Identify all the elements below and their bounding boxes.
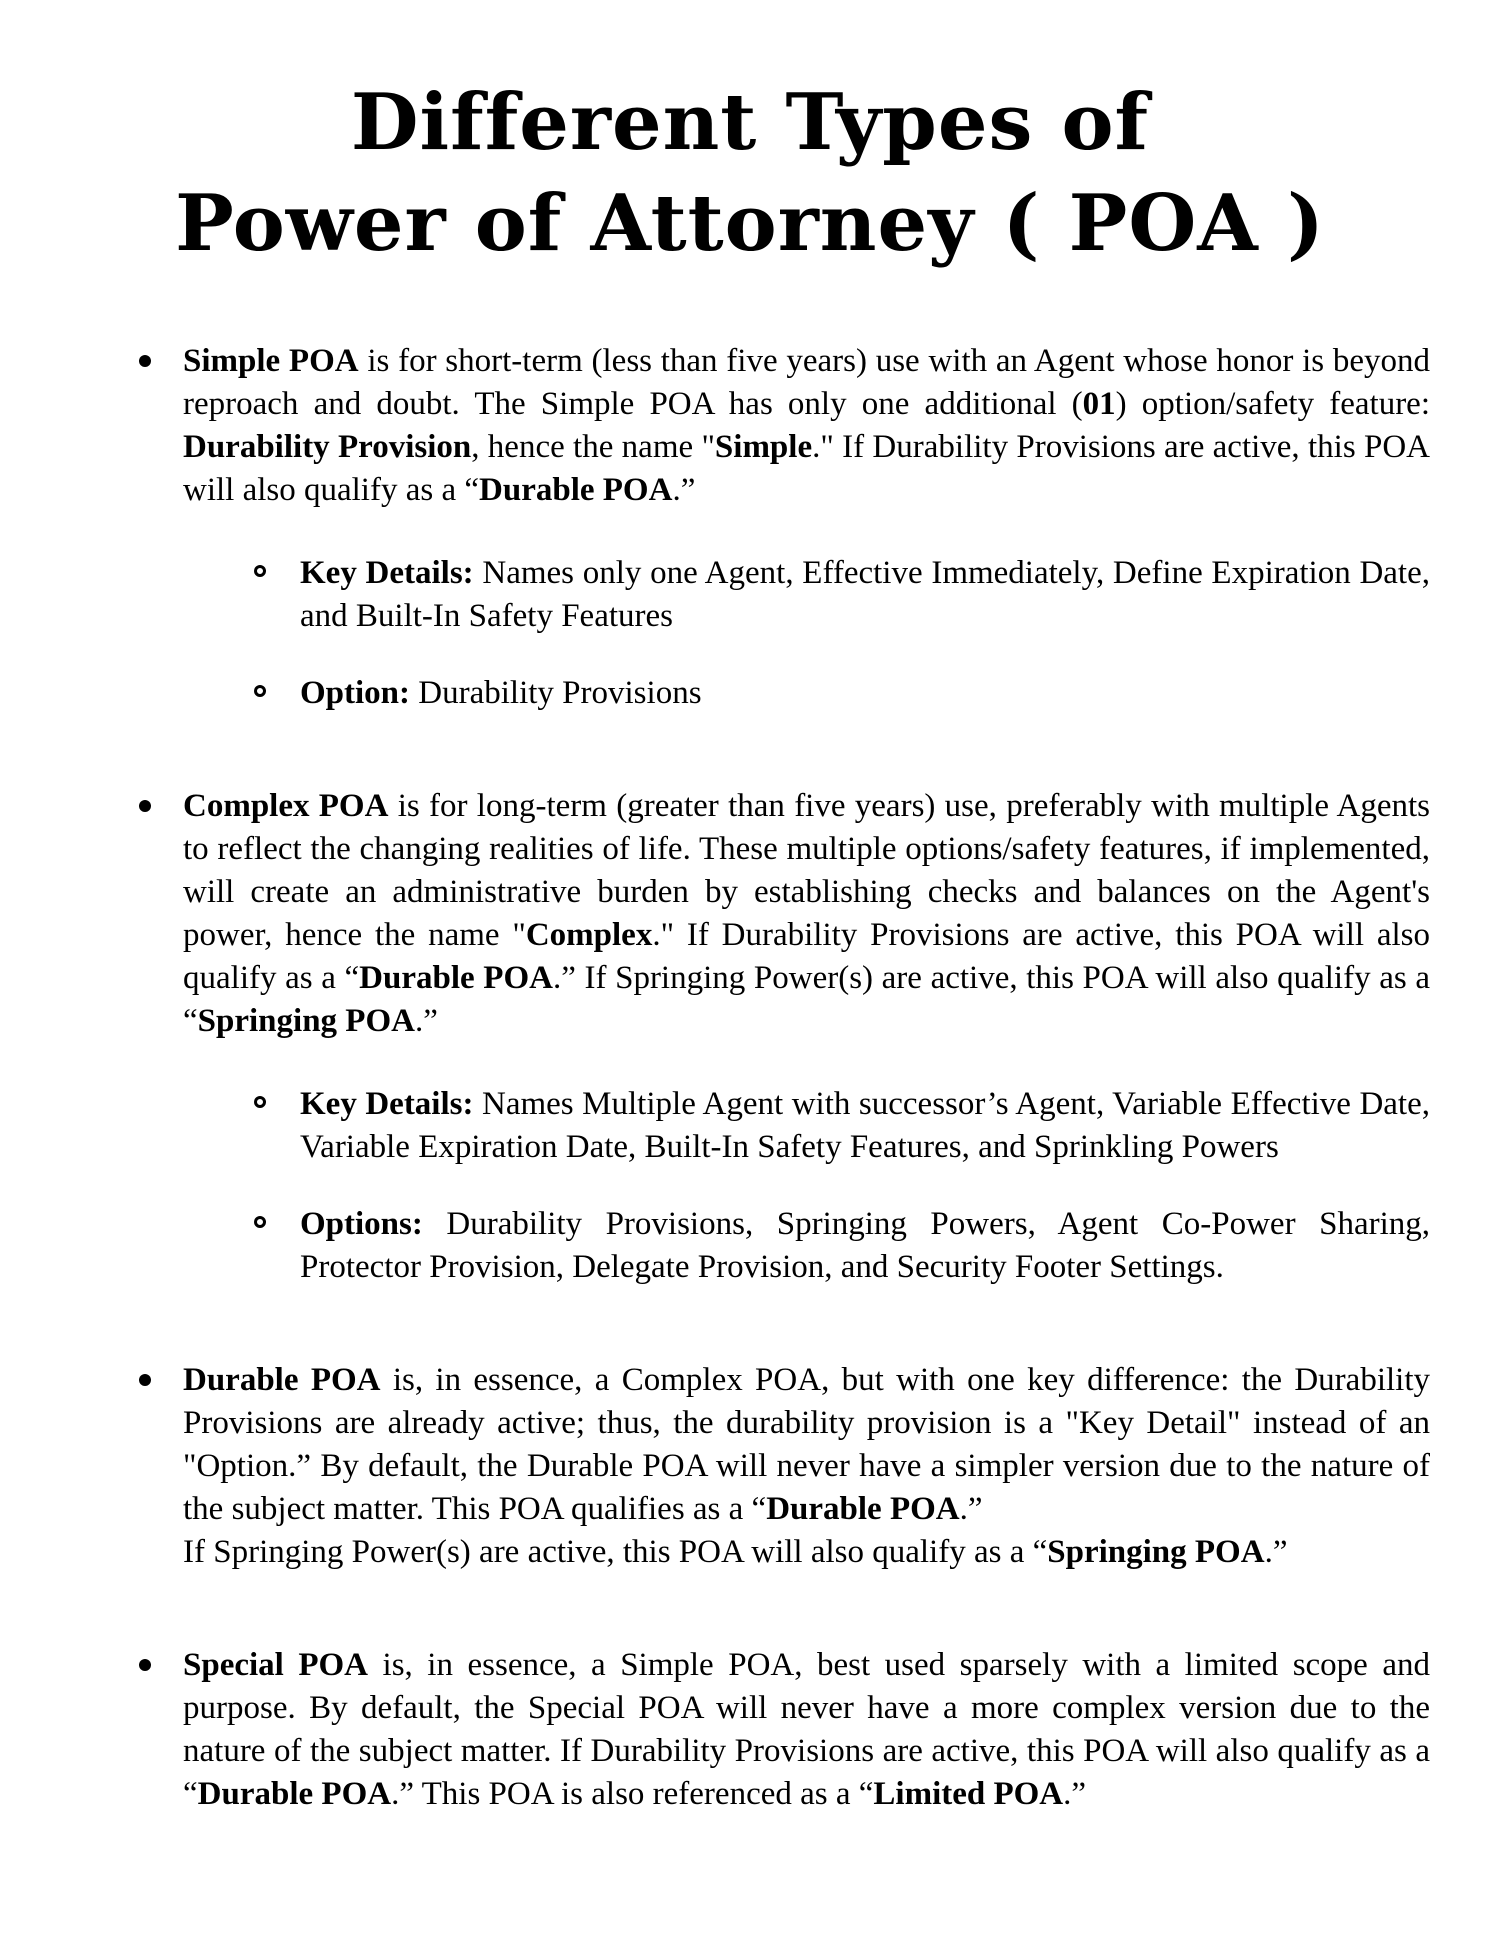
bullet-simple-poa bbox=[183, 340, 1430, 715]
special-poa-paragraph: Special POA is, in essence, a Simple POA, best used sparsely with a limited scope and purpose. By default, the Special POA will never have a more complex version due to the nature of the subject matter. If Durability Provisions are active, this POA will also qualify as a “Durable POA.” This POA is also referenced as a “Limited POA.” bbox=[183, 1647, 1430, 1812]
title-line-2: Power of Attorney ( POA ) bbox=[175, 178, 1325, 269]
complex-poa-sublist bbox=[183, 1083, 1430, 1289]
complex-poa-options: Options: Durability Provisions, Springing Powers, Agent Co-Power Sharing, Protector Provision, Delegate Provision, and Security Footer Settings. bbox=[300, 1203, 1430, 1289]
complex-poa-key-details: Key Details: Names Multiple Agent with successor’s Agent, Variable Effective Date, Variable Expiration Date, Built-In Safety Features, and Sprinkling Powers bbox=[300, 1083, 1430, 1169]
durable-poa-paragraph: Durable POA is, in essence, a Complex POA, but with one key difference: the Durability Provisions are already active; thus, the durability provision is a "Key Detail" instead of an "Option.” By default, the Durable POA will never have a simpler version due to the nature of the subject matter. This POA qualifies as a “Durable POA.” bbox=[183, 1362, 1430, 1527]
simple-poa-key-details: Key Details: Names only one Agent, Effective Immediately, Define Expiration Date, and Built-In Safety Features bbox=[300, 552, 1430, 638]
bullet-durable-poa bbox=[183, 1359, 1430, 1574]
bullet-special-poa bbox=[183, 1644, 1430, 1816]
poa-types-list bbox=[183, 340, 1430, 1816]
document-body bbox=[183, 340, 1430, 1816]
title-line-1: Different Types of bbox=[350, 77, 1150, 168]
simple-poa-sublist bbox=[183, 552, 1430, 715]
bullet-complex-poa bbox=[183, 785, 1430, 1289]
durable-poa-paragraph-continued: If Springing Power(s) are active, this POA will also qualify as a “Springing POA.” bbox=[183, 1534, 1288, 1570]
page-title bbox=[40, 72, 1460, 274]
simple-poa-option: Option: Durability Provisions bbox=[300, 672, 1430, 715]
simple-poa-paragraph: Simple POA is for short-term (less than five years) use with an Agent whose honor is beyond reproach and doubt. The Simple POA has only one additional (01) option/safety feature: Durability Provision, hence the name "Simple." If Durability Provisions are active, this POA will also qualify as a “Durable POA.” bbox=[183, 343, 1431, 508]
complex-poa-paragraph: Complex POA is for long-term (greater than five years) use, preferably with multiple Agents to reflect the changing realities of life. These multiple options/safety features, if implemented, will create an administrative burden by establishing checks and balances on the Agent's power, hence the name "Complex." If Durability Provisions are active, this POA will also qualify as a “Durable POA.” If Springing Power(s) are active, this POA will also qualify as a “Springing POA.” bbox=[183, 788, 1430, 1039]
